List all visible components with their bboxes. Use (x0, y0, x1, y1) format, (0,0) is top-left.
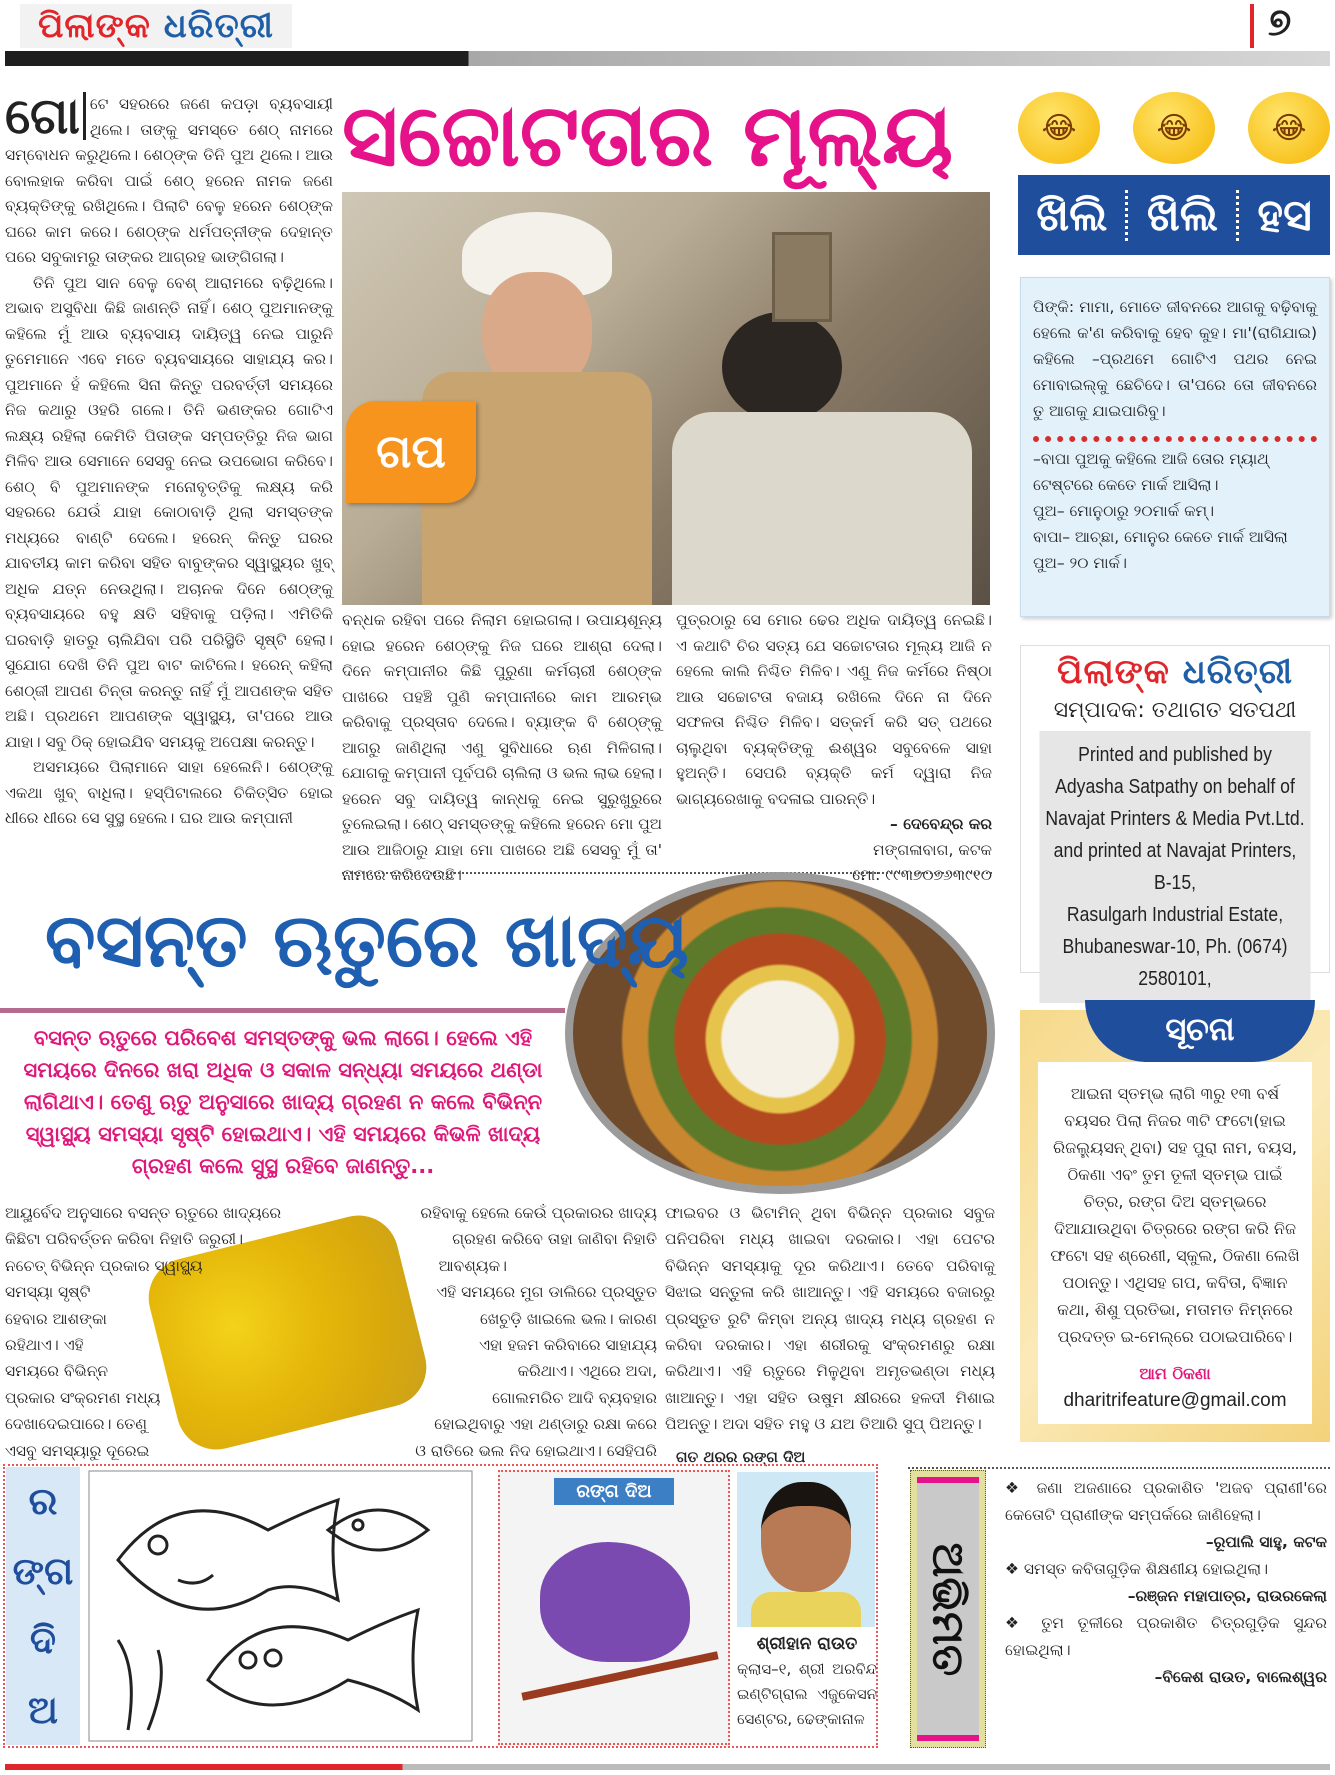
joke: ପିଙ୍କି: ମାମା, ମୋତେ ଜୀବନରେ ଆଗକୁ ବଢ଼ିବାକୁ ହେଲେ କ'ଣ କରିବାକୁ ହେବ କୁହ। ମା'(ରାଗିଯାଇ) କହିଲେ –ପ୍ରଥମେ ଗୋଟିଏ ପଥର ନେଇ ମୋବାଇଲ୍‌କୁ ଛେଚିଦେ। ତା'ପରେ ତୋ ଜୀବନରେ ତୁ ଆଗକୁ ଯାଇପାରିବୁ। (1033, 298, 1317, 420)
food-intro: ବସନ୍ତ ଋତୁରେ ପରିବେଶ ସମସ୍ତଙ୍କୁ ଭଲ ଲାଗେ। ହେଲେ ଏହି ସମୟରେ ଦିନରେ ଖରା ଅଧିକ ଓ ସକାଳ ସନ୍ଧ୍ୟା ସମୟରେ ଥଣ୍ଡା ଲାଗିଥାଏ। ତେଣୁ ଋତୁ ଅନୁସାରେ ଖାଦ୍ୟ ଗ୍ରହଣ ନ କଲେ ବିଭିନ୍ନ ସ୍ୱାସ୍ଥ୍ୟ ସମସ୍ୟା ସୃଷ୍ଟି ହୋଇଥାଏ। ଏହି ସମୟରେ କିଭଳି ଖାଦ୍ୟ ଗ୍ରହଣ କଲେ ସୁସ୍ଥ ରହିବେ ଜାଣନ୍ତୁ... (23, 1026, 543, 1178)
story-illustration (342, 192, 990, 605)
page-number-divider (1250, 4, 1254, 48)
drop-cap: ଗୋ (5, 92, 86, 140)
jokes-banner: ଖିଲି ଖିଲି ହସ (1018, 175, 1330, 255)
last-coloring-caption: ଗତ ଥରର ରଙ୍ଗ ଦିଅ (676, 1448, 806, 1466)
letters-vertical-label: ଅଭିମତ (910, 1470, 986, 1748)
laughing-emoji-icon: 😂 (1133, 92, 1215, 164)
last-coloring-entry (498, 1470, 730, 1745)
food-title: ବସନ୍ତ ଋତୁରେ ଖାଦ୍ୟ (45, 898, 689, 984)
masthead-box (1020, 645, 1330, 990)
food-column-3: ଫାଇବର ଓ ଭିଟାମିନ୍ ଥିବା ବିଭିନ୍ନ ପ୍ରକାର ସବୁଜ ପନିପରିବା ମଧ୍ୟ ଖାଇବା ଦରକାର। ଏହା ପେଟର ବିଭିନ୍ନ ସମସ୍ୟାକୁ ଦୂର କରିଥାଏ। ତେବେ ପରିବାକୁ ସିଝାଇ ସନ୍ତୁଳା କରି ଖାଆନ୍ତୁ। ଏହି ସମୟରେ ବଜାରରୁ ପ୍ରସ୍ତୁତ ରୁଟି କିମ୍ବା ଅନ୍ୟ ଖାଦ୍ୟ ମଧ୍ୟ ଗ୍ରହଣ ନ କରିବା ଦରକାର। ଏହା ଶରୀରକୁ ସଂକ୍ରମଣରୁ ରକ୍ଷା କରିଥାଏ। ଏହି ଋତୁରେ ମିଳୁଥିବା ଅମୃତଭଣ୍ଡା ମଧ୍ୟ ଖାଆନ୍ତୁ। ଏହା ସହିତ ଉଷୁମ କ୍ଷୀରରେ ହଳଦୀ ମିଶାଇ ପିଅନ୍ତୁ। ଅଦା ସହିତ ମହୁ ଓ ଯଅ ତିଆରି ସୁପ୍ ପିଅନ୍ତୁ। (665, 1204, 995, 1434)
letter-text: ❖ ଜଣା ଅଜଣାରେ ପ୍ରକାଶିତ 'ଅଜବ ପ୍ରାଣୀ'ରେ କେତୋଟି ପ୍ରାଣୀଙ୍କ ସମ୍ପର୍କରେ ଜାଣିହେଲା। (1005, 1479, 1327, 1524)
notice-email[interactable]: dharitrifeature@gmail.com (1063, 1390, 1287, 1411)
story-author: – ଦେବେନ୍ଦ୍ର କର (890, 815, 992, 833)
drawing-label: ରଙ୍ଗ ଦିଅ (554, 1478, 674, 1505)
header-bar (5, 51, 1330, 66)
joke-divider (1033, 436, 1317, 442)
story-divider (342, 872, 992, 874)
food-column-1: ଆୟୁର୍ବେଦ ଅନୁସାରେ ବସନ୍ତ ଋତୁରେ ଖାଦ୍ୟରେ କିଛିଟା ପରିବର୍ତ୍ତନ କରିବା ନିହାତି ଜରୁରୀ। ନଚେତ୍ ବିଭିନ୍ନ ପ୍ରକାର ସ୍ୱାସ୍ଥ୍ୟ ସମସ୍ୟା ସୃଷ୍ଟି ହେବାର ଆଶଙ୍କା ରହିଥାଏ। ଏହି ସମୟରେ ବିଭିନ୍ନ ପ୍ରକାର ସଂକ୍ରମଣ ମଧ୍ୟ ଦେଖାଦେଇପାରେ। ତେଣୁ ଏସବୁ ସମସ୍ୟାରୁ ଦୂରେଇ (5, 1204, 282, 1460)
food-title-underline (0, 1008, 565, 1013)
letter-text: ❖ ତୁମ ତୂଳୀରେ ପ୍ରକାଶିତ ଚିତ୍ରଗୁଡ଼ିକ ସୁନ୍ଦର ହୋଇଥିଲା। (1005, 1614, 1327, 1659)
story-column-3: ପୁତ୍ରଠାରୁ ସେ ମୋର ଢେର ଅଧିକ ଦାୟିତ୍ୱ ନେଇଛି। ଏ କଥାଟି ଚିର ସତ୍ୟ ଯେ ସଚ୍ଚୋଟତାର ମୂଲ୍ୟ ଆଜି ନ ହେଲେ କାଲି ନିଶ୍ଚିତ ମିଳିବ। ଏଣୁ ନିଜ କର୍ମରେ ନିଷ୍ଠା ଆଉ ସଚ୍ଚୋଟତା ବଜାୟ ରଖିଲେ ଦିନେ ନା ଦିନେ ସଫଳତା ନିଶ୍ଚିତ ମିଳିବ। ସତ୍‌କର୍ମ କରି ସତ୍ ପଥରେ ଚାଲୁଥିବା ବ୍ୟକ୍ତିଙ୍କୁ ଈଶ୍ୱର ସବୁବେଳେ ସାହା ହୁଅନ୍ତି। ସେପରି ବ୍ୟକ୍ତି କର୍ମ ଦ୍ୱାରା ନିଜ ଭାଗ୍ୟରେଖାକୁ ବଦଳାଇ ପାରନ୍ତି। – ଦେବେନ୍ଦ୍ର କର ମଙ୍ଗଳାବାଗ, କଟକ ମୋ: ୯୯୩୭୦୭୬୩୯୧୦ (676, 611, 992, 884)
notice-title: ସୂଚନା (1085, 1000, 1315, 1062)
imprint: Printed and published by Adyasha Satpathy on behalf of Navajat Printers & Media Pvt.Ltd. and printed at Navajat Printers, B-15, Rasulgarh Industrial Estate, Bhubaneswar-10, Ph. (0674) 2580101, (1039, 731, 1310, 1003)
joke-line: ବାପା– ଆଚ୍ଛା, ମୋନୁର କେତେ ମାର୍କ ଆସିଲା (1033, 528, 1288, 546)
editor-name: ସମ୍ପାଦକ: ତଥାଗତ ସତପଥୀ (1053, 698, 1297, 723)
jokes-box (1020, 277, 1330, 617)
notice-body: ଆଇନା ସ୍ତମ୍ଭ ଲାଗି ୩ରୁ ୧୩ ବର୍ଷ ବୟସର ପିଲା ନିଜର ୩ଟି ଫଟୋ(ହାଇ ରିଜଲ୍ୟୁସନ୍ ଥିବା) ସହ ପୁରା ନାମ, ବୟସ, ଠିକଣା ଏବଂ ତୁମ ତୂଳୀ ସ୍ତମ୍ଭ ପାଇଁ ଚିତ୍ର, ରଙ୍ଗ ଦିଅ ସ୍ତମ୍ଭରେ ଦିଆଯାଉଥିବା ଚିତ୍ରରେ ରଙ୍ଗ କରି ନିଜ ଫଟୋ ସହ ଶ୍ରେଣୀ, ସ୍କୁଲ, ଠିକଣା ଲେଖି ପଠାନ୍ତୁ। ଏଥିସହ ଗପ, କବିତା, ବିଜ୍ଞାନ କଥା, ଶିଶୁ ପ୍ରତିଭା, ମତାମତ ନିମ୍ନରେ ପ୍ରଦତ୍ତ ଇ-ମେଲ୍‌ରେ ପଠାଇପାରିବେ। (1050, 1084, 1300, 1346)
child-photo (737, 1472, 875, 1627)
joke-line: ପୁଅ– ୨୦ ମାର୍କ। (1033, 554, 1127, 572)
laughing-emoji-icon: 😂 (1248, 92, 1330, 164)
page-logo: ପିଲାଙ୍କ ଧରିତ୍ରୀ (20, 4, 292, 48)
laughing-emojis (1018, 92, 1330, 164)
story-genre-badge: ଗପ (346, 401, 476, 503)
joke-line: –ବାପା ପୁଅକୁ କହିଲେ ଆଜି ତୋର ମ୍ୟାଥ୍ ଟେଷ୍ଟରେ କେତେ ମାର୍କ ଆସିଲା। (1033, 450, 1269, 494)
story-column-1: ଗୋ ଟେ ସହରରେ ଜଣେ କପଡ଼ା ବ୍ୟବସାୟୀ ଥିଲେ। ତାଙ୍କୁ ସମସ୍ତେ ଶେଠ୍ ନାମରେ ସମ୍ବୋଧନ କରୁଥିଲେ। ଶେଠ୍‌ଙ୍କ ତିନି ପୁଅ ଥିଲେ। ଆଉ ବୋଲହାକ କରିବା ପାଇଁ ଶେଠ୍ ହରେନ ନାମକ ଜଣେ ବ୍ୟକ୍ତିଙ୍କୁ ରଖିଥିଲେ। ପିଲାଟି ବେଳୁ ହରେନ ଶେଠ୍‌ଙ୍କ ଘରେ କାମ କରେ। ଶେଠ୍‌ଙ୍କ ଧର୍ମପତ୍ନୀଙ୍କ ଦେହାନ୍ତ ପରେ ସବୁକାମରୁ ତାଙ୍କର ଆଗ୍ରହ ଭାଙ୍ଗିଗଲା। ତିନି ପୁଅ ସାନ ବେଳୁ ବେଶ୍ ଆରାମରେ ବଢ଼ିଥିଲେ। ଅଭାବ ଅସୁବିଧା କିଛି ଜାଣନ୍ତି ନାହିଁ। ଶେଠ୍ ପୁଅମାନଙ୍କୁ କହିଲେ ମୁଁ ଆଉ ବ୍ୟବସାୟ ଦାୟିତ୍ୱ ନେଇ ପାରୁନି ତୁମେମାନେ ଏବେ ମତେ ବ୍ୟବସାୟରେ ସାହାଯ୍ୟ କର। ପୁଅମାନେ ହଁ କହିଲେ ସିନା କିନ୍ତୁ ପରବର୍ତ୍ତୀ ସମୟରେ ନିଜ କଥାରୁ ଓହରି ଗଲେ। ତିନି ଭଣଙ୍କର ଗୋଟିଏ ଲକ୍ଷ୍ୟ ରହିଲା କେମିତି ପିତାଙ୍କ ସମ୍ପତ୍ତିରୁ ନିଜ ଭାଗ ମିଳିବ ଆଉ ସେମାନେ ସେସବୁ ନେଇ ଉପଭୋଗ କରିବେ। ଶେଠ୍ ବି ପୁଅମାନଙ୍କ ମନୋବୃତ୍ତିକୁ ଲକ୍ଷ୍ୟ କରି ସହରରେ ଯେଉଁ ଯାହା କୋଠାବାଡ଼ି ଥିଲା ସମସ୍ତଙ୍କ ମଧ୍ୟରେ ବାଣ୍ଟି ଦେଲେ। ହରେନ୍ କିନ୍ତୁ ଘରର ଯାବତୀୟ କାମ କରିବା ସହିତ ବାବୁଙ୍କର ସ୍ୱାସ୍ଥ୍ୟର ଖୁବ୍ ଅଧିକ ଯତ୍ନ ନେଉଥିଲା। ଅଚାନକ ଦିନେ ଶେଠ୍‌ଙ୍କୁ ବ୍ୟବସାୟରେ ବହୁ କ୍ଷତି ସହିବାକୁ ପଡ଼ିଲା। ଏମିତିକି ଘରବାଡ଼ି ହାତରୁ ଚାଲିଯିବା ପରି ପରିସ୍ଥିତି ସୃଷ୍ଟି ହେଲା। ସୁଯୋଗ ଦେଖି ତିନି ପୁଅ ବାଟ କାଟିଲେ। ହରେନ୍ କହିଲା ଶେଠ୍‌ଜୀ ଆପଣ ଚିନ୍ତା କରନ୍ତୁ ନାହିଁ ମୁଁ ଆପଣଙ୍କ ସହିତ ଅଛି। ପ୍ରଥମେ ଆପଣଙ୍କ ସ୍ୱାସ୍ଥ୍ୟ, ତା'ପରେ ଆଉ ଯାହା। ସବୁ ଠିକ୍ ହୋଇଯିବ ସମୟକୁ ଅପେକ୍ଷା କରନ୍ତୁ। ଅସମୟରେ ପିଲାମାନେ ସାହା ହେଲେନି। ଶେଠ୍‌ଙ୍କୁ ଏକଥା ଖୁବ୍ ବାଧିଲା। ହସ୍ପିଟାଲରେ ଚିକିତ୍ସିତ ହୋଇ ଧୀରେ ଧୀରେ ସେ ସୁସ୍ଥ ହେଲେ। ଘର ଆଉ କମ୍ପାନୀ (5, 87, 333, 827)
footer-bar (5, 1764, 1330, 1770)
child-caption: ଶ୍ରୀହାନ ରାଉତ କ୍ଲାସ–୧, ଶ୍ରୀ ଅରବିନ୍ଦ ଇଣ୍ଟିଗ୍ରାଲ ଏଜୁକେସନ ସେଣ୍ଟର, ଢେଙ୍କାନାଳ (737, 1634, 877, 1728)
masthead-logo: ପିଲାଙ୍କ ଧରିତ୍ରୀ (1057, 652, 1293, 692)
letter-text: ❖ ସମସ୍ତ କବିତାଗୁଡ଼ିକ ଶିକ୍ଷଣୀୟ ହୋଇଥିଲା। (1005, 1560, 1269, 1578)
food-column-2: ରହିବାକୁ ହେଲେ କେଉଁ ପ୍ରକାରର ଖାଦ୍ୟ ଗ୍ରହଣ କରିବେ ତାହା ଜାଣିବା ନିହାତି ଆବଶ୍ୟକ। ଏହି ସମୟରେ ମୁଗ ଡାଲିରେ ପ୍ରସ୍ତୁତ ଖେଚୁଡ଼ି ଖାଇଲେ ଭଲ। କାରଣ ଏହା ହଜମ କରିବାରେ ସାହାଯ୍ୟ କରିଥାଏ। ଏଥିରେ ଅଦା, ଗୋଲମରିଚ ଆଦି ବ୍ୟବହାର ହୋଇଥିବାରୁ ଏହା ଥଣ୍ଡାରୁ ରକ୍ଷା କରେ ଓ ରାତିରେ ଭଲ ନିଦ ହୋଇଥାଏ। ସେହିପରି (415, 1204, 657, 1460)
colored-bird-drawing (540, 1542, 690, 1662)
joke-line: ପୁଅ– ମୋନୁଠାରୁ ୨୦ମାର୍କ କମ୍। (1033, 502, 1215, 520)
fish-coloring-drawing (88, 1470, 473, 1742)
coloring-vertical-label: ର ଙ୍ଗ ଦି ଅ (6, 1467, 80, 1745)
letters-list: ❖ ଜଣା ଅଜଣାରେ ପ୍ରକାଶିତ 'ଅଜବ ପ୍ରାଣୀ'ରେ କେତୋଟି ପ୍ରାଣୀଙ୍କ ସମ୍ପର୍କରେ ଜାଣିହେଲା। –ରୂପାଲି ସାହୁ, କଟକ ❖ ସମସ୍ତ କବିତାଗୁଡ଼ିକ ଶିକ୍ଷଣୀୟ ହୋଇଥିଲା। –ରଞ୍ଜନ ମହାପାତ୍ର, ରାଉରକେଲା ❖ ତୁମ ତୂଳୀରେ ପ୍ରକାଶିତ ଚିତ୍ରଗୁଡ଼ିକ ସୁନ୍ଦର ହୋଇଥିଲା। –ବିକେଶ ରାଉତ, ବାଲେଶ୍ୱର (1005, 1475, 1327, 1691)
laughing-emoji-icon: 😂 (1018, 92, 1100, 164)
notice-box: ଆଇନା ସ୍ତମ୍ଭ ଲାଗି ୩ରୁ ୧୩ ବର୍ଷ ବୟସର ପିଲା ନିଜର ୩ଟି ଫଟୋ(ହାଇ ରିଜଲ୍ୟୁସନ୍ ଥିବା) ସହ ପୁରା ନାମ, ବୟସ, ଠିକଣା ଏବଂ ତୁମ ତୂଳୀ ସ୍ତମ୍ଭ ପାଇଁ ଚିତ୍ର, ରଙ୍ଗ ଦିଅ ସ୍ତମ୍ଭରେ ଦିଆଯାଉଥିବା ଚିତ୍ରରେ ରଙ୍ଗ କରି ନିଜ ଫଟୋ ସହ ଶ୍ରେଣୀ, ସ୍କୁଲ, ଠିକଣା ଲେଖି ପଠାନ୍ତୁ। ଏଥିସହ ଗପ, କବିତା, ବିଜ୍ଞାନ କଥା, ଶିଶୁ ପ୍ରତିଭା, ମତାମତ ନିମ୍ନରେ ପ୍ରଦତ୍ତ ଇ-ମେଲ୍‌ରେ ପଠାଇପାରିବେ। ଆମ ଠିକଣା dharitrifeature@gmail.com (1020, 1010, 1330, 1442)
page-number: ୭ (1268, 0, 1292, 44)
story-title: ସଚ୍ଚୋଟତାର ମୂଲ୍ୟ (342, 86, 954, 186)
story-column-2: ବନ୍ଧକ ରହିବା ପରେ ନିଲାମ ହୋଇଗଲା। ଉପାୟଶୂନ୍ୟ ହୋଇ ହରେନ ଶେଠ୍‌ଙ୍କୁ ନିଜ ଘରେ ଆଶ୍ରା ଦେଲା। ଦିନେ କମ୍ପାନୀର କିଛି ପୁରୁଣା କର୍ମଚାରୀ ଶେଠ୍‌ଙ୍କ ପାଖରେ ପହଞ୍ଚି ପୁଣି କମ୍ପାନୀରେ କାମ ଆରମ୍ଭ କରିବାକୁ ପ୍ରସ୍ତାବ ଦେଲେ। ବ୍ୟାଙ୍କ ବି ଶେଠ୍‌ଙ୍କୁ ଆଗରୁ ଜାଣିଥିଲା ଏଣୁ ସୁବିଧାରେ ଋଣ ମିଳିଗଲା। ଯୋଗକୁ କମ୍ପାନୀ ପୂର୍ବପରି ଚାଲିଲା ଓ ଭଲ ଲାଭ ହେଲା। ହରେନ ସବୁ ଦାୟିତ୍ୱ କାନ୍ଧକୁ ନେଇ ସୁରୁଖୁରୁରେ ତୁଲେଇଲା। ଶେଠ୍ ସମସ୍ତଙ୍କୁ କହିଲେ ହରେନ ମୋ ପୁଅ ଆଉ ଆଜିଠାରୁ ଯାହା ମୋ ପାଖରେ ଅଛି ସେସବୁ ମୁଁ ତା' ନାମରେ କରିଦେଉଛି। (342, 611, 662, 884)
